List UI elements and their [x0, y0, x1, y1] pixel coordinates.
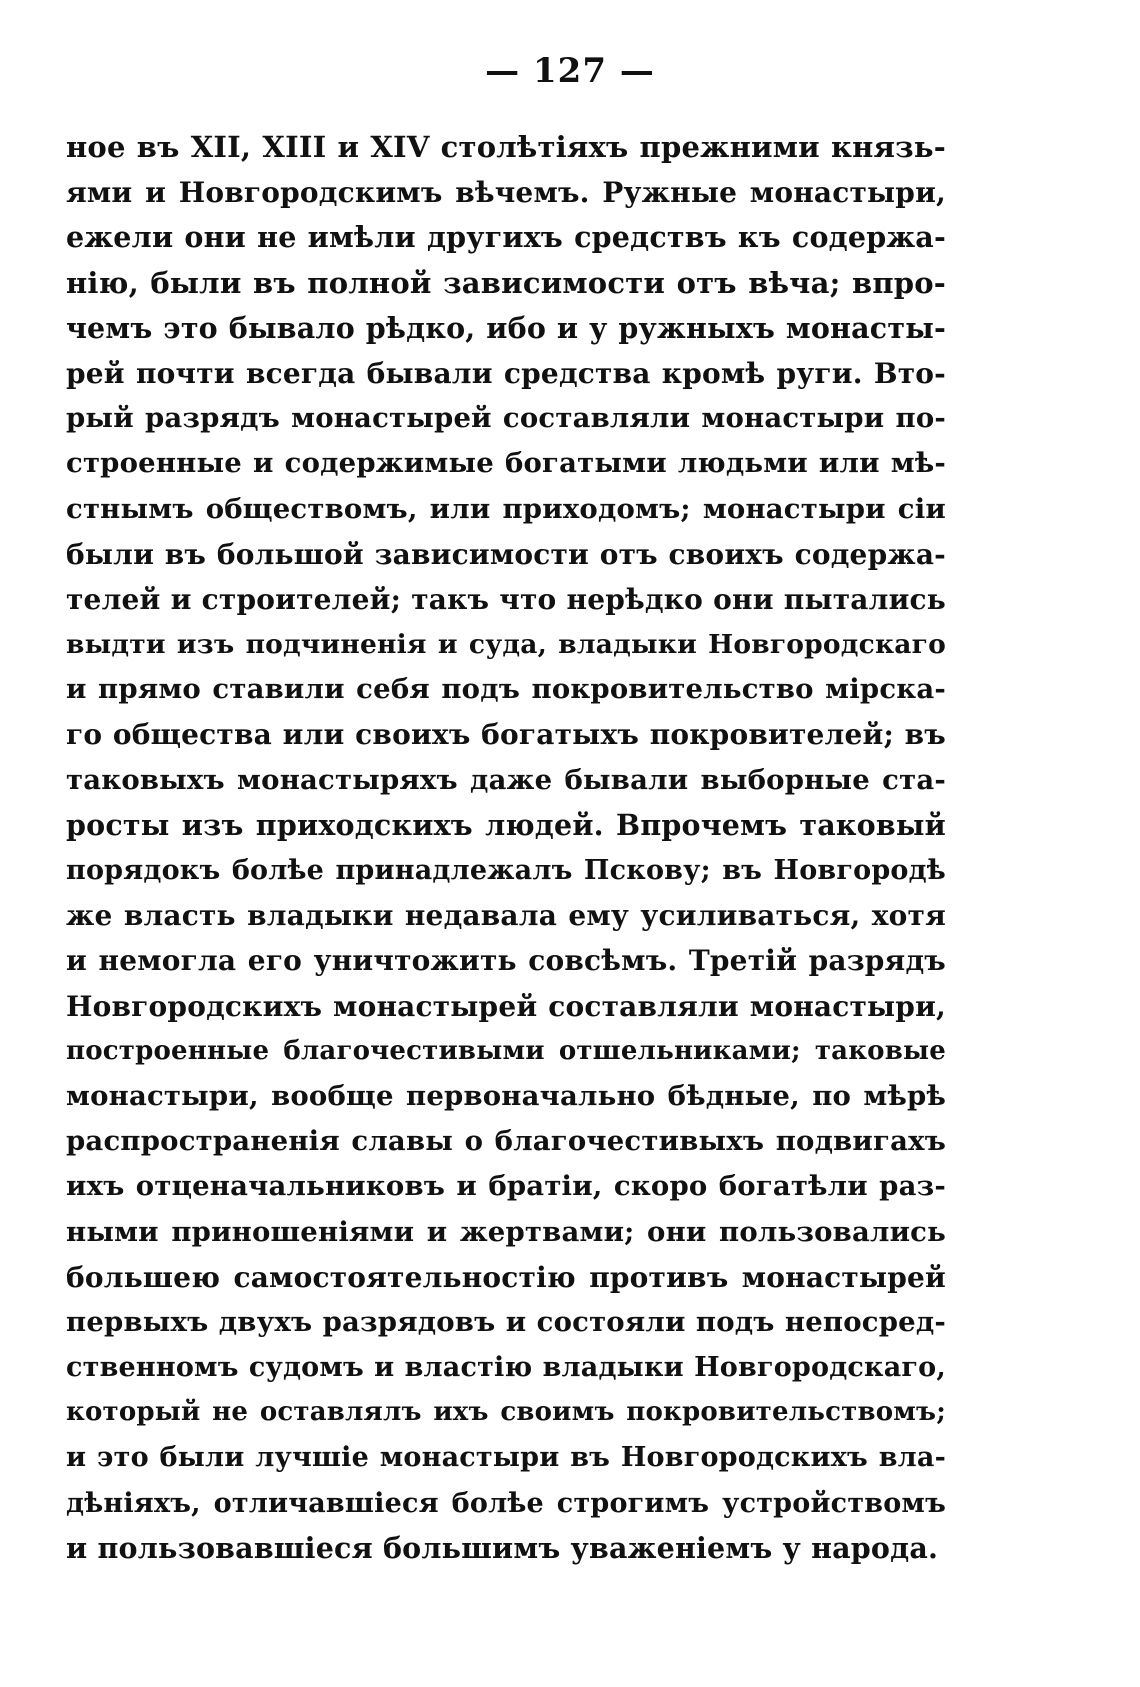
text-line: ями и Новгородскимъ вѣчемъ. Ружные монастыри,	[66, 176, 946, 210]
text-line: и прямо ставили себя подъ покровительство мірска-	[66, 673, 946, 706]
text-line: телей и строителей; такъ что нерѣдко они пытались	[66, 582, 946, 616]
text-line: ными приношеніями и жертвами; они пользовались	[66, 1215, 946, 1248]
text-line: ное въ XII, XIII и XIV столѣтіяхъ прежними князь-	[66, 130, 946, 164]
text-line: порядокъ болѣе принадлежалъ Пскову; въ Новгородѣ	[66, 855, 946, 886]
text-line: ежели они не имѣли другихъ средствъ къ содержа-	[66, 220, 946, 255]
text-line: построенные благочестивыми отшельниками; таковые	[66, 1035, 946, 1066]
text-line: и это были лучшіе монастыри въ Новгородскихъ вла-	[66, 1442, 946, 1474]
text-line: большею самостоятельностію противъ монастырей	[66, 1260, 946, 1294]
text-line: же власть владыки недавала ему усиливаться, хотя	[66, 899, 946, 933]
text-line: дѣніяхъ, отличавшіеся болѣе строгимъ устройствомъ	[66, 1487, 946, 1519]
text-line: нію, были въ полной зависимости отъ вѣча; впро-	[66, 265, 946, 300]
text-line: го общества или своихъ богатыхъ покровителей; въ	[66, 718, 946, 752]
text-line: и пользовавшіеся большимъ уваженіемъ у народа.	[66, 1530, 939, 1565]
text-line: стнымъ обществомъ, или приходомъ; монастыри сіи	[66, 492, 946, 525]
text-line: ихъ отценачальниковъ и братіи, скоро богатѣли раз-	[66, 1170, 946, 1203]
page-number: — 127 —	[485, 51, 655, 91]
body-text	[66, 125, 946, 1571]
text-line: таковыхъ монастыряхъ даже бывали выборные ста-	[66, 763, 946, 796]
text-line: ственномъ судомъ и властію владыки Новгородскаго,	[66, 1352, 946, 1384]
text-line: Новгородскихъ монастырей составляли монастыри,	[66, 989, 946, 1023]
text-line: чемъ это бывало рѣдко, ибо и у ружныхъ монасты-	[66, 310, 946, 345]
text-line: выдти изъ подчиненія и суда, владыки Новгородскаго	[66, 629, 946, 661]
text-line: первыхъ двухъ разрядовъ и состояли подъ непосред-	[66, 1305, 946, 1338]
text-line: рей почти всегда бывали средства кромѣ руги. Вто-	[66, 356, 946, 390]
text-line: распространенія славы о благочестивыхъ подвигахъ	[66, 1125, 946, 1158]
text-line: рый разрядъ монастырей составляли монастыри по-	[66, 402, 946, 435]
text-line: который не оставлялъ ихъ своимъ покровительствомъ;	[66, 1397, 946, 1428]
text-line: были въ большой зависимости отъ своихъ содержа-	[66, 537, 946, 571]
text-line: монастыри, вообще первоначально бѣдные, по мѣрѣ	[66, 1079, 946, 1112]
text-line: росты изъ приходскихъ людей. Впрочемъ таковый	[66, 807, 946, 842]
text-line: и немогла его уничтожить совсѣмъ. Третій разрядъ	[66, 944, 946, 978]
text-line: строенные и содержимые богатыми людьми или мѣ-	[66, 447, 946, 480]
